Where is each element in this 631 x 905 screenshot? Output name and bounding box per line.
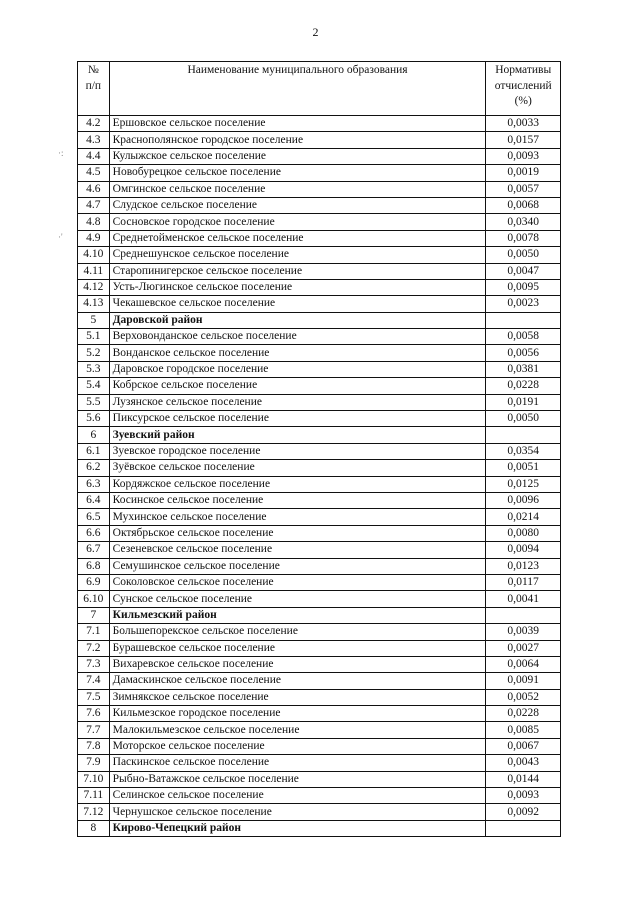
table-row xyxy=(78,329,561,345)
municipality-name: Зуевский район xyxy=(109,427,486,443)
table-body xyxy=(78,116,561,837)
norm-value: 0,0340 xyxy=(486,214,561,230)
row-number: 7.5 xyxy=(78,689,110,705)
norm-value: 0,0191 xyxy=(486,394,561,410)
table-row xyxy=(78,279,561,295)
table-row xyxy=(78,804,561,820)
table-row xyxy=(78,443,561,459)
norm-value: 0,0228 xyxy=(486,378,561,394)
row-number: 6.2 xyxy=(78,460,110,476)
row-number: 7.4 xyxy=(78,673,110,689)
municipality-name: Рыбно-Ватажское сельское поселение xyxy=(109,771,486,787)
norm-value: 0,0027 xyxy=(486,640,561,656)
scan-speck: ·' xyxy=(58,232,63,242)
row-number: 5.5 xyxy=(78,394,110,410)
municipality-name: Кулыжское сельское поселение xyxy=(109,148,486,164)
header-num xyxy=(78,62,110,116)
municipality-name: Верховонданское сельское поселение xyxy=(109,329,486,345)
table-row xyxy=(78,230,561,246)
norm-value: 0,0117 xyxy=(486,574,561,590)
norm-value xyxy=(486,607,561,623)
row-number: 6.10 xyxy=(78,591,110,607)
scan-speck: ·: xyxy=(58,148,64,158)
municipality-name: Краснополянское городское поселение xyxy=(109,132,486,148)
norm-value: 0,0092 xyxy=(486,804,561,820)
table-row xyxy=(78,361,561,377)
norm-value: 0,0058 xyxy=(486,329,561,345)
table-row xyxy=(78,542,561,558)
district-row xyxy=(78,607,561,623)
municipality-name: Дамаскинское сельское поселение xyxy=(109,673,486,689)
table-row xyxy=(78,558,561,574)
municipality-name: Семушинское сельское поселение xyxy=(109,558,486,574)
table-row xyxy=(78,460,561,476)
row-number: 4.11 xyxy=(78,263,110,279)
municipality-name: Кобрское сельское поселение xyxy=(109,378,486,394)
header-num-abbr: п/п xyxy=(85,79,102,92)
row-number: 4.10 xyxy=(78,247,110,263)
row-number: 7.8 xyxy=(78,738,110,754)
row-number: 7.3 xyxy=(78,656,110,672)
municipality-name: Чернушское сельское поселение xyxy=(109,804,486,820)
row-number: 7.6 xyxy=(78,706,110,722)
norm-value: 0,0039 xyxy=(486,624,561,640)
norm-value: 0,0094 xyxy=(486,542,561,558)
norm-value: 0,0091 xyxy=(486,673,561,689)
norm-value: 0,0125 xyxy=(486,476,561,492)
row-number: 4.8 xyxy=(78,214,110,230)
row-number: 4.13 xyxy=(78,296,110,312)
norm-value xyxy=(486,427,561,443)
municipality-name: Даровское городское поселение xyxy=(109,361,486,377)
municipality-name: Среднетойменское сельское поселение xyxy=(109,230,486,246)
row-number: 7.1 xyxy=(78,624,110,640)
table-row xyxy=(78,181,561,197)
row-number: 4.12 xyxy=(78,279,110,295)
district-row xyxy=(78,312,561,328)
row-number: 6.4 xyxy=(78,492,110,508)
row-number: 7.10 xyxy=(78,771,110,787)
municipality-name: Сунское сельское поселение xyxy=(109,591,486,607)
table-row xyxy=(78,247,561,263)
table-row xyxy=(78,788,561,804)
table-row xyxy=(78,755,561,771)
norm-value: 0,0052 xyxy=(486,689,561,705)
row-number: 4.2 xyxy=(78,116,110,132)
municipality-name: Косинское сельское поселение xyxy=(109,492,486,508)
norm-value: 0,0019 xyxy=(486,165,561,181)
municipality-name: Новобурецкое сельское поселение xyxy=(109,165,486,181)
norm-value: 0,0157 xyxy=(486,132,561,148)
norm-value: 0,0078 xyxy=(486,230,561,246)
header-norm-unit: (%) xyxy=(514,95,532,107)
row-number: 6.5 xyxy=(78,509,110,525)
norm-value: 0,0023 xyxy=(486,296,561,312)
norm-value: 0,0144 xyxy=(486,771,561,787)
table-row xyxy=(78,591,561,607)
municipality-name: Зуёвское сельское поселение xyxy=(109,460,486,476)
norm-value: 0,0214 xyxy=(486,509,561,525)
row-number: 5.1 xyxy=(78,329,110,345)
row-number: 6.8 xyxy=(78,558,110,574)
table-row xyxy=(78,640,561,656)
norm-value: 0,0033 xyxy=(486,116,561,132)
municipality-name: Кильмезское городское поселение xyxy=(109,706,486,722)
table-row xyxy=(78,394,561,410)
norm-value: 0,0064 xyxy=(486,656,561,672)
row-number: 4.6 xyxy=(78,181,110,197)
table-row xyxy=(78,476,561,492)
row-number: 7.12 xyxy=(78,804,110,820)
municipality-name: Кордяжское сельское поселение xyxy=(109,476,486,492)
norm-value: 0,0057 xyxy=(486,181,561,197)
table-row xyxy=(78,345,561,361)
norm-value: 0,0043 xyxy=(486,755,561,771)
row-number: 4.5 xyxy=(78,165,110,181)
norm-value: 0,0093 xyxy=(486,788,561,804)
municipality-name: Большепорекское сельское поселение xyxy=(109,624,486,640)
municipality-name: Старопинигерское сельское поселение xyxy=(109,263,486,279)
norm-value: 0,0096 xyxy=(486,492,561,508)
row-number: 4.7 xyxy=(78,197,110,213)
municipality-name: Паскинское сельское поселение xyxy=(109,755,486,771)
header-name: Наименование муниципального образования xyxy=(109,62,486,116)
norm-value xyxy=(486,820,561,836)
norm-value xyxy=(486,312,561,328)
norm-value: 0,0354 xyxy=(486,443,561,459)
table-row xyxy=(78,492,561,508)
norm-value: 0,0050 xyxy=(486,411,561,427)
row-number: 6.6 xyxy=(78,525,110,541)
table-row xyxy=(78,296,561,312)
municipality-name: Малокильмезское сельское поселение xyxy=(109,722,486,738)
row-number: 7.2 xyxy=(78,640,110,656)
norm-value: 0,0123 xyxy=(486,558,561,574)
municipality-name: Бурашевское сельское поселение xyxy=(109,640,486,656)
page-number: 2 xyxy=(312,25,319,39)
table-row xyxy=(78,525,561,541)
municipality-name: Зимнякское сельское поселение xyxy=(109,689,486,705)
row-number: 7.9 xyxy=(78,755,110,771)
municipality-name: Вихаревское сельское поселение xyxy=(109,656,486,672)
norm-value: 0,0228 xyxy=(486,706,561,722)
norm-value: 0,0093 xyxy=(486,148,561,164)
district-row xyxy=(78,427,561,443)
municipality-name: Сосновское городское поселение xyxy=(109,214,486,230)
header-norm xyxy=(486,62,561,116)
municipality-name: Вонданское сельское поселение xyxy=(109,345,486,361)
norm-value: 0,0056 xyxy=(486,345,561,361)
municipality-name: Соколовское сельское поселение xyxy=(109,574,486,590)
table-row xyxy=(78,165,561,181)
municipality-name: Сезеневское сельское поселение xyxy=(109,542,486,558)
row-number: 6.9 xyxy=(78,574,110,590)
municipality-name: Даровской район xyxy=(109,312,486,328)
table-row xyxy=(78,214,561,230)
norm-value: 0,0080 xyxy=(486,525,561,541)
table-row xyxy=(78,574,561,590)
row-number: 5.4 xyxy=(78,378,110,394)
row-number: 4.4 xyxy=(78,148,110,164)
row-number: 7.11 xyxy=(78,788,110,804)
row-number: 6 xyxy=(78,427,110,443)
row-number: 7 xyxy=(78,607,110,623)
municipality-name: Усть-Люгинское сельское поселение xyxy=(109,279,486,295)
table-row xyxy=(78,656,561,672)
header-num-symbol: № xyxy=(87,64,99,76)
table-row xyxy=(78,197,561,213)
table-row xyxy=(78,738,561,754)
norm-value: 0,0050 xyxy=(486,247,561,263)
district-row xyxy=(78,820,561,836)
municipality-name: Омгинское сельское поселение xyxy=(109,181,486,197)
table-row xyxy=(78,263,561,279)
norm-value: 0,0095 xyxy=(486,279,561,295)
table-row xyxy=(78,722,561,738)
municipality-name: Кильмезский район xyxy=(109,607,486,623)
table-row xyxy=(78,132,561,148)
norm-value: 0,0381 xyxy=(486,361,561,377)
municipality-name: Слудское сельское поселение xyxy=(109,197,486,213)
table-row xyxy=(78,771,561,787)
municipality-name: Мухинское сельское поселение xyxy=(109,509,486,525)
municipality-name: Среднешунское сельское поселение xyxy=(109,247,486,263)
municipality-name: Зуевское городское поселение xyxy=(109,443,486,459)
row-number: 7.7 xyxy=(78,722,110,738)
row-number: 4.3 xyxy=(78,132,110,148)
row-number: 5.3 xyxy=(78,361,110,377)
norms-table xyxy=(77,61,561,837)
norm-value: 0,0051 xyxy=(486,460,561,476)
municipality-name: Ершовское сельское поселение xyxy=(109,116,486,132)
municipality-name: Кирово-Чепецкий район xyxy=(109,820,486,836)
table-row xyxy=(78,509,561,525)
row-number: 8 xyxy=(78,820,110,836)
row-number: 5.6 xyxy=(78,411,110,427)
table-row xyxy=(78,706,561,722)
row-number: 6.3 xyxy=(78,476,110,492)
norm-value: 0,0067 xyxy=(486,738,561,754)
norm-value: 0,0068 xyxy=(486,197,561,213)
header-norm-line2: отчислений xyxy=(494,79,552,92)
table-row xyxy=(78,148,561,164)
row-number: 5.2 xyxy=(78,345,110,361)
municipality-name: Чекашевское сельское поселение xyxy=(109,296,486,312)
municipality-name: Пиксурское сельское поселение xyxy=(109,411,486,427)
row-number: 6.1 xyxy=(78,443,110,459)
row-number: 6.7 xyxy=(78,542,110,558)
row-number: 5 xyxy=(78,312,110,328)
header-norm-line1: Нормативы xyxy=(495,64,552,76)
municipality-name: Лузянское сельское поселение xyxy=(109,394,486,410)
municipality-name: Моторское сельское поселение xyxy=(109,738,486,754)
table-row xyxy=(78,624,561,640)
norm-value: 0,0041 xyxy=(486,591,561,607)
table-row xyxy=(78,689,561,705)
municipality-name: Селинское сельское поселение xyxy=(109,788,486,804)
table-row xyxy=(78,378,561,394)
table-row xyxy=(78,411,561,427)
table-row xyxy=(78,673,561,689)
table-header-row xyxy=(78,62,561,116)
row-number: 4.9 xyxy=(78,230,110,246)
norm-value: 0,0047 xyxy=(486,263,561,279)
norm-value: 0,0085 xyxy=(486,722,561,738)
table-row xyxy=(78,116,561,132)
municipality-name: Октябрьское сельское поселение xyxy=(109,525,486,541)
